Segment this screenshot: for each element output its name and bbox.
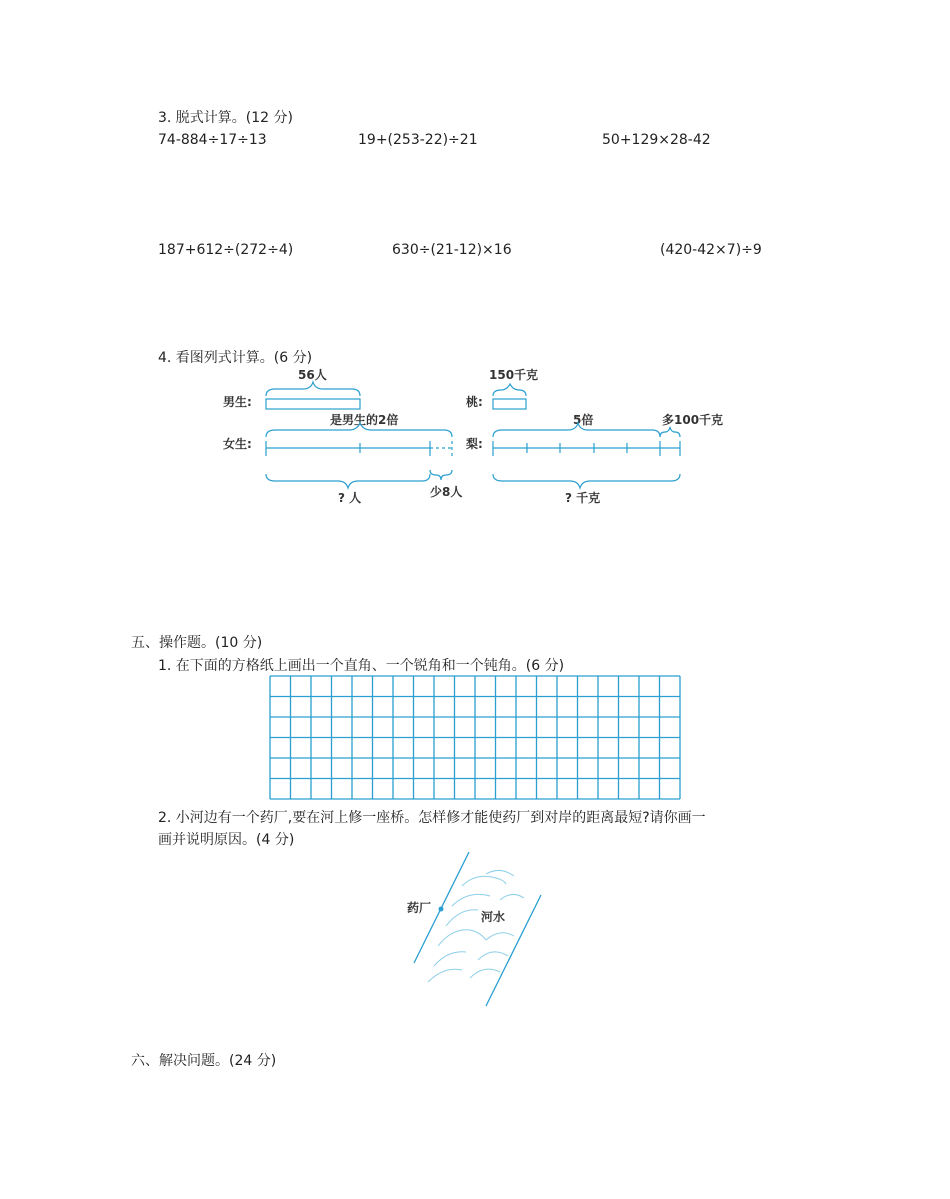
boys-value: 56人: [298, 368, 327, 382]
q3-expression-1: 74-884÷17÷13: [158, 132, 267, 148]
less-label: 少8人: [430, 485, 463, 499]
boys-label: 男生:: [223, 395, 252, 409]
factory-point: [439, 907, 444, 912]
pear-label: 梨:: [466, 437, 483, 451]
q3-expression-5: 630÷(21-12)×16: [392, 242, 512, 258]
times-label: 5倍: [573, 413, 594, 427]
section5-q1: 1. 在下面的方格纸上画出一个直角、一个锐角和一个钝角。(6 分): [158, 658, 565, 674]
water-label: 河水: [481, 910, 506, 924]
factory-label: 药厂: [407, 901, 432, 915]
section5-q2-line1: 2. 小河边有一个药厂,要在河上修一座桥。怎样修才能使药厂到对岸的距离最短?请你画一: [158, 810, 706, 826]
q3-expression-6: (420-42×7)÷9: [660, 242, 762, 258]
more-label: 多100千克: [662, 413, 724, 427]
q4-title: 4. 看图列式计算。(6 分): [158, 350, 313, 366]
relation-label: 是男生的2倍: [330, 413, 399, 427]
girls-question: ? 人: [338, 491, 362, 505]
section5-q2-line2: 画并说明原因。(4 分): [158, 832, 295, 848]
q3-expression-4: 187+612÷(272÷4): [158, 242, 294, 258]
q3-expression-3: 50+129×28-42: [602, 132, 711, 148]
section5-title: 五、操作题。(10 分): [131, 635, 263, 651]
section6-title: 六、解决问题。(24 分): [131, 1053, 277, 1069]
q3-title: 3. 脱式计算。(12 分): [158, 110, 293, 126]
river-bank-far: [486, 895, 541, 1006]
peach-value: 150千克: [489, 368, 539, 382]
girls-label: 女生:: [223, 437, 252, 451]
pear-question: ? 千克: [565, 491, 601, 505]
peach-label: 桃:: [466, 395, 483, 409]
q3-expression-2: 19+(253-22)÷21: [358, 132, 478, 148]
water-waves: [428, 870, 524, 982]
